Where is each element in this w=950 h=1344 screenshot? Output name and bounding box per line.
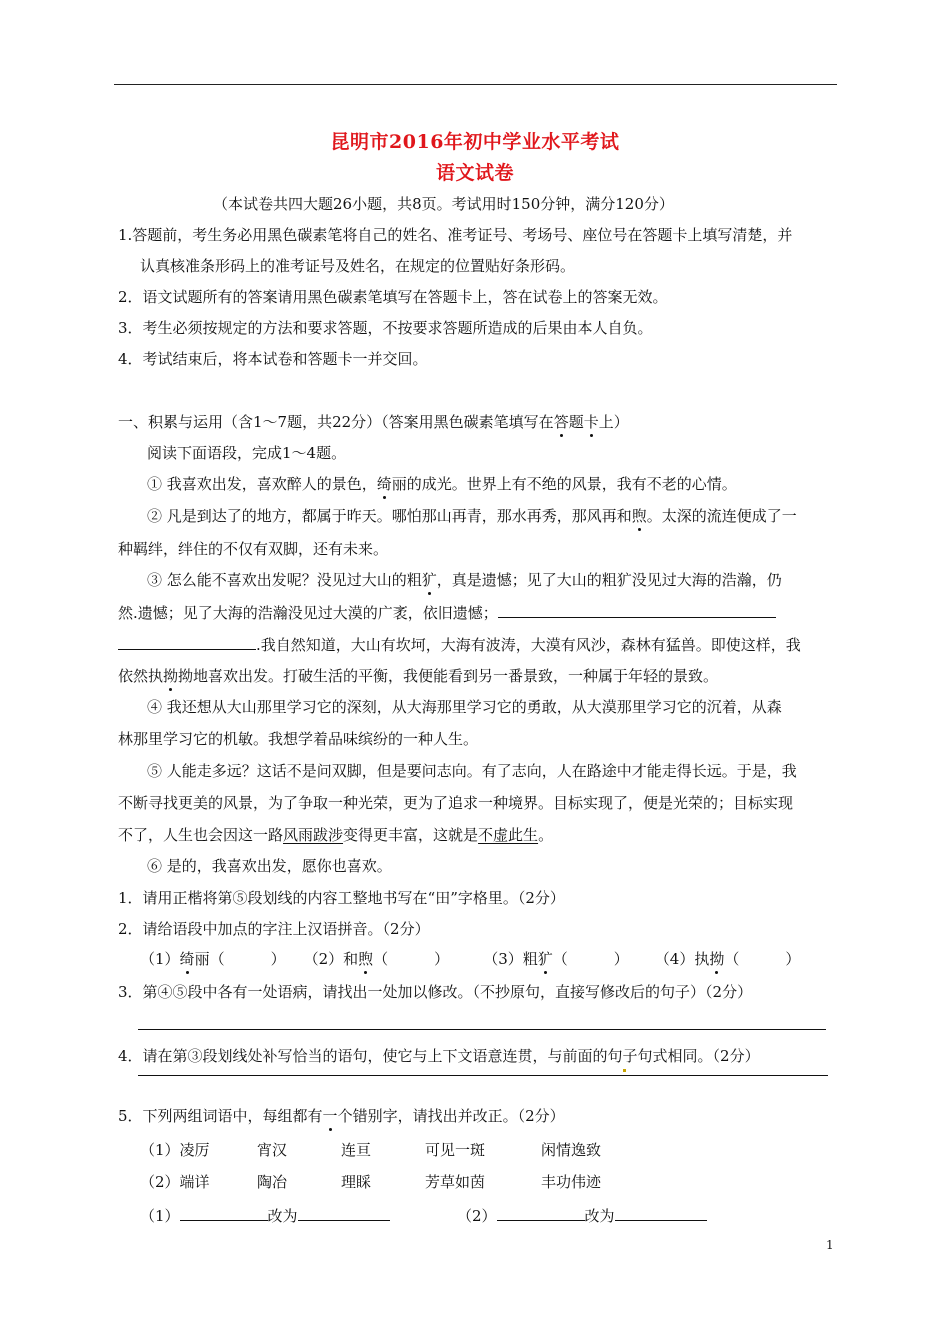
stray-mark [623, 1069, 626, 1072]
question-2: 2．请给语段中加点的字注上汉语拼音。（2分） [118, 920, 430, 938]
passage-p5-line2: 不断寻找更美的风景，为了争取一种光荣，更为了追求一种境界。目标实现了，便是光荣的；目标实现 [118, 794, 794, 812]
passage-p3-line2: 然.遗憾；见了大海的浩瀚没见过大漠的广袤，依旧遗憾； [118, 602, 776, 623]
q5-answer-1: （1） 改为 [140, 1205, 390, 1226]
q5-row-2-item-1: （2）端详 [140, 1173, 210, 1191]
q4-answer-line[interactable] [138, 1075, 828, 1076]
question-5: 5．下列两组词语中，每组都有一个错别字，请找出并改正。（2分） [118, 1107, 565, 1125]
passage-p3-line3: .我自然知道，大山有坎坷，大海有波涛，大漠有风沙，森林有猛兽。即使这样，我 [118, 634, 801, 655]
q5-row-2-item-4: 芳草如茵 [425, 1173, 486, 1191]
notice-1-line1: 1.答题前，考生务必用黑色碳素笔将自己的姓名、准考证号、考场号、座位号在答题卡上填写清楚，并 [118, 226, 793, 244]
p3-fill-blank-a[interactable] [498, 602, 776, 618]
q2-option-4: （4）执拗（ ） [654, 950, 801, 968]
question-2-options [140, 949, 800, 969]
p3-fill-blank-b[interactable] [118, 634, 256, 650]
notice-1-line2: 认真核准条形码上的准考证号及姓名，在规定的位置贴好条形码。 [140, 257, 576, 275]
q5-answer-2: （2） 改为 [457, 1205, 707, 1226]
header-rule [114, 84, 837, 85]
passage-p4-line2: 林那里学习它的机敏。我想学着品味缤纷的一种人生。 [118, 730, 479, 748]
q5-row-2-item-2: 陶冶 [257, 1173, 288, 1191]
notice-2: 2．语文试题所有的答案请用黑色碳素笔填写在答题卡上，答在试卷上的答案无效。 [118, 288, 668, 306]
q2-option-2: （2）和煦（ ） [303, 950, 450, 968]
question-1: 1．请用正楷将第⑤段划线的内容工整地书写在“田”字格里。（2分） [118, 889, 565, 907]
passage-p2-line2: 种羁绊，绊住的不仅有双脚，还有未来。 [118, 540, 389, 558]
q5-row-1-item-5: 闲情逸致 [541, 1141, 602, 1159]
passage-p2-line1: ② 凡是到达了的地方，都属于昨天。哪怕那山再青，那水再秀，那风再和煦。太深的流连便成了一 [147, 507, 797, 525]
q5-answer-2-correct[interactable] [615, 1205, 707, 1221]
notice-3: 3．考生必须按规定的方法和要求答题，不按要求答题所造成的后果由本人自负。 [118, 319, 653, 337]
question-4: 4．请在第③段划线处补写恰当的语句，使它与上下文语意连贯，与前面的句子句式相同。（2分） [118, 1047, 760, 1065]
q5-row-2-item-5: 丰功伟迹 [541, 1173, 602, 1191]
passage-p5-line3: 不了，人生也会因这一路风雨跋涉变得更丰富，这就是不虚此生。 [118, 826, 554, 844]
q2-option-1: （1）绮丽（ ） [140, 950, 286, 968]
page-number: 1 [826, 1238, 834, 1252]
q5-row-1-item-1: （1）凌厉 [140, 1141, 210, 1159]
passage-p3-line1: ③ 怎么能不喜欢出发呢？没见过大山的粗犷，真是遗憾；见了大山的粗犷没见过大海的浩瀚，仍 [147, 571, 782, 589]
passage-p1: ① 我喜欢出发，喜欢醉人的景色，绮丽的成光。世界上有不绝的风景，我有不老的心情。 [147, 475, 737, 493]
exam-title: 昆明市2016年初中学业水平考试 [330, 131, 620, 153]
exam-subtitle: （本试卷共四大题26小题，共8页。考试用时150分钟，满分120分） [213, 195, 674, 213]
notice-4: 4．考试结束后，将本试卷和答题卡一并交回。 [118, 350, 428, 368]
q5-answer-1-correct[interactable] [298, 1205, 390, 1221]
q3-answer-line[interactable] [138, 1029, 826, 1030]
q5-row-1-item-2: 宵汉 [257, 1141, 288, 1159]
q5-answer-1-wrong[interactable] [180, 1205, 268, 1221]
q5-row-1-item-4: 可见一斑 [425, 1141, 486, 1159]
q2-option-3: （3）粗犷（ ） [483, 950, 629, 968]
section1-intro: 阅读下面语段，完成1～4题。 [147, 444, 347, 462]
q5-answer-2-wrong[interactable] [497, 1205, 585, 1221]
q5-row-1-item-3: 连亘 [341, 1141, 372, 1159]
question-3: 3．第④⑤段中各有一处语病，请找出一处加以修改。（不抄原句，直接写修改后的句子）（2分） [118, 983, 753, 1001]
exam-subject: 语文试卷 [435, 162, 514, 184]
passage-p6: ⑥ 是的，我喜欢出发，愿你也喜欢。 [147, 857, 392, 875]
passage-p3-line4: 依然执拗拗地喜欢出发。打破生活的平衡，我便能看到另一番景致，一种属于年轻的景致。 [118, 667, 719, 685]
passage-p5-line1: ⑤ 人能走多远？这话不是问双脚，但是要问志向。有了志向，人在路途中才能走得长远。于是，我 [147, 762, 797, 780]
passage-p4-line1: ④ 我还想从大山那里学习它的深刻，从大海那里学习它的勇敢，从大漠那里学习它的沉着，从森 [147, 698, 782, 716]
q5-row-2-item-3: 理睬 [341, 1173, 372, 1191]
section1-heading: 一、积累与运用（含1～7题，共22分）（答案用黑色碳素笔填写在答题卡上） [118, 413, 629, 431]
